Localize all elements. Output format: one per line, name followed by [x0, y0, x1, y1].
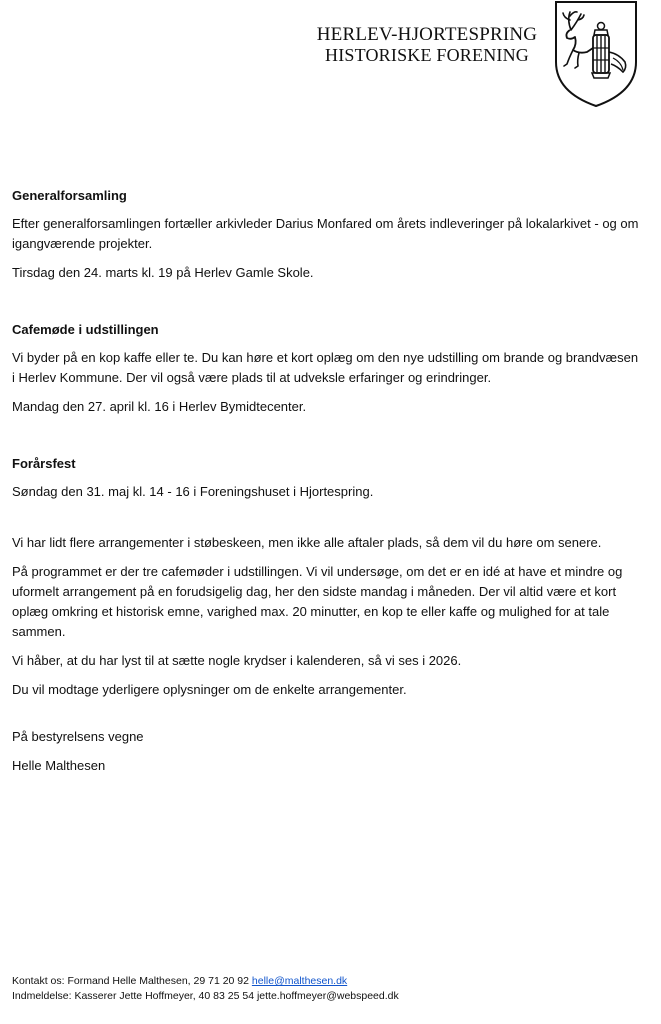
closing-paragraph-2: På programmet er der tre cafemøder i udstillingen. Vi vil undersøge, om det er en idé at have et mindre og uformelt arrangement på en forudsigelig dag, her den sidste mandag i måneden. Der vil altid være et kort oplæg omkring et historisk emne, varighed max. 20 minutter, en kop te eller kaffe og mulighed for at tale sammen.	[12, 564, 623, 639]
footer-membership: Indmeldelse: Kasserer Jette Hoffmeyer, 40 83 25 54 jette.hoffmeyer@webspeed.dk	[12, 990, 399, 1002]
section-heading-foraarsfest: Forårsfest	[12, 456, 76, 471]
section-date-foraarsfest: Søndag den 31. maj kl. 14 - 16 i Foreningshuset i Hjortespring.	[12, 484, 374, 499]
spacer	[12, 709, 644, 727]
section-heading-cafemode: Cafemøde i udstillingen	[12, 322, 159, 337]
closing-paragraph-4: Du vil modtage yderligere oplysninger om de enkelte arrangementer.	[12, 682, 407, 697]
section-date-generalforsamling: Tirsdag den 24. marts kl. 19 på Herlev Gamle Skole.	[12, 265, 314, 280]
closing-paragraph-1: Vi har lidt flere arrangementer i støbeskeen, men ikke alle aftaler plads, så dem vil du høre om senere.	[12, 535, 602, 550]
section-date-cafemode: Mandag den 27. april kl. 16 i Herlev Bymidtecenter.	[12, 399, 307, 414]
spacer	[12, 426, 644, 454]
section-text-generalforsamling: Efter generalforsamlingen fortæller arkivleder Darius Monfared om årets indleveringer på lokalarkivet - og om igangværende projekter.	[12, 216, 639, 251]
footer	[12, 974, 644, 1004]
spacer	[12, 511, 644, 533]
section-text-cafemode: Vi byder på en kop kaffe eller te. Du kan høre et kort oplæg om den nye udstilling om brande og brandvæsen i Herlev Kommune. Der vil også være plads til at udveksle erfaringer og erindringer.	[12, 350, 639, 385]
organization-name-line2: HISTORISKE FORENING	[325, 45, 529, 65]
organization-name-line1: HERLEV-HJORTESPRING	[316, 24, 538, 45]
closing-paragraph-3: Vi håber, at du har lyst til at sætte nogle krydser i kalenderen, så vi ses i 2026.	[12, 653, 462, 668]
contact-email-link[interactable]: helle@malthesen.dk	[251, 975, 348, 987]
signoff: På bestyrelsens vegne	[12, 729, 144, 744]
spacer	[12, 292, 644, 320]
signature-name: Helle Malthesen	[12, 758, 106, 773]
footer-contact-text: Kontakt os: Formand Helle Malthesen, 29 71 20 92	[12, 975, 252, 987]
organization-name	[292, 24, 562, 66]
letterhead	[0, 0, 661, 110]
footer-contact	[12, 974, 644, 989]
section-heading-generalforsamling: Generalforsamling	[12, 188, 127, 203]
stag-lantern-crest-icon	[553, 0, 639, 108]
letter-body	[12, 186, 644, 785]
